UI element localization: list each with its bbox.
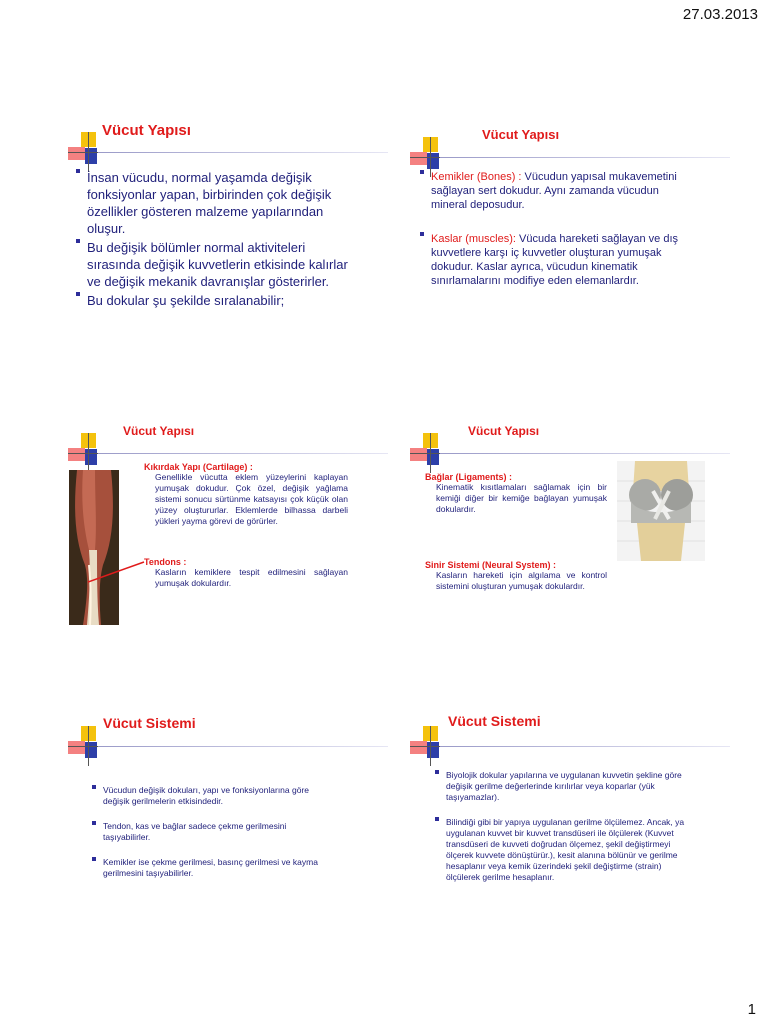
slide-4 (400, 415, 740, 665)
title-divider (440, 157, 730, 158)
list-item: Bu değişik bölümler normal aktiviteleri sırasında değişik kuvvetlerin etkisinde kalırlar ve değişik mekanik davranışlar gösterirler. (76, 239, 361, 290)
list-item (420, 232, 695, 288)
list-item: Tendon, kas ve bağlar sadece çekme gerilmesini taşıyabilirler. (92, 821, 332, 843)
tendon-pointer-line (88, 560, 148, 585)
bullet-list (420, 170, 695, 288)
slide-title: Vücut Sistemi (103, 715, 196, 731)
tendons-label: Tendons : (144, 557, 187, 567)
list-item: İnsan vücudu, normal yaşamda değişik fonksiyonlar yapan, birbirinden çok değişik özellikler gösteren malzeme yapılarından oluşur. (76, 169, 361, 237)
slide-title: Vücut Yapısı (102, 122, 191, 139)
list-item: Bilindiği gibi bir yapıya uygulanan gerilme ölçülemez. Ancak, ya uygulanan kuvvet bir kuvvet transdüseri ile ölçülerek (Kuvvet transdüseri de kuvveti doğrudan ölçemez, şekil değiştirmeyi ölçerek kuvvete dönüştürür.), kesit alanına bölünür ve gerilme hesaplanır veya kemik üzerindeki şekil değiştirme (strain) ölçülerek gerilme hesaplanır. (435, 817, 695, 883)
slide-3 (58, 415, 398, 665)
neural-section (425, 560, 607, 592)
slide-title: Vücut Yapısı (468, 424, 540, 438)
ligaments-text: Kinematik kısıtlamaları sağlamak için bir kemiği diğer bir kemiğe bağlayan yumuşak dokulardır. (436, 482, 607, 514)
tendons-text: Kasların kemiklere tespit edilmesini sağlayan yumuşak dokulardır. (155, 567, 348, 588)
leg-tendon-photo (69, 470, 119, 625)
slide-2 (400, 112, 740, 362)
title-divider (98, 746, 388, 747)
term-bones: Kemikler (Bones) : (431, 171, 522, 183)
definition-muscles: Vücuda hareketi sağlayan ve dış kuvvetlere karşı iç kuvvetler oluşturan yumuşak dokudur. Kaslar ayrıca, vücudun kinematik sınırlamalarını modifiye eden elemanlardır. (431, 233, 679, 287)
definition-bones: Vücudun yapısal mukavemetini sağlayan sert dokudur. Aynı zamanda vücudun mineral deposudur. (431, 171, 677, 211)
slide-title: Vücut Yapısı (482, 127, 560, 142)
list-item (420, 170, 695, 212)
title-divider (98, 152, 388, 153)
knee-ligament-image (617, 461, 705, 561)
title-divider (440, 453, 730, 454)
title-divider (440, 746, 730, 747)
list-item: Biyolojik dokular yapılarına ve uygulanan kuvvetin şekline göre değişik gerilme değerlerinde kırılırlar veya koparlar (yük taşıyamazlar). (435, 770, 695, 803)
cartilage-text: Genellikle vücutta eklem yüzeylerini kaplayan yumuşak dokudur. Çok özel, değişik yağlama sistemi sonucu sürtünme katsayısı çok küçük olan yüzey oluştururlar. Eklemlerde bilhassa darbeli yükleri yayma görevi de görürler. (155, 472, 348, 526)
list-item: Kemikler ise çekme gerilmesi, basınç gerilmesi ve kayma gerilmesini taşıyabilirler. (92, 857, 332, 879)
ligaments-label: Bağlar (Ligaments) : (425, 472, 513, 482)
slide-title: Vücut Yapısı (123, 424, 195, 438)
slide-1 (58, 112, 398, 362)
tendons-section (144, 557, 348, 589)
ligaments-section (425, 472, 607, 515)
slide-title: Vücut Sistemi (448, 713, 541, 729)
neural-text: Kasların hareketi için algılama ve kontrol sistemini oluşturan yumuşak dokulardır. (436, 570, 607, 591)
term-muscles: Kaslar (muscles): (431, 233, 516, 245)
print-date: 27.03.2013 (682, 6, 758, 23)
list-item: Bu dokular şu şekilde sıralanabilir; (76, 292, 361, 309)
cartilage-section (144, 462, 348, 527)
page-number: 1 (747, 1001, 756, 1018)
slide-6 (400, 708, 740, 958)
bullet-list (92, 785, 332, 879)
cartilage-label: Kıkırdak Yapı (Cartilage) : (144, 462, 253, 472)
neural-label: Sinir Sistemi (Neural System) : (425, 560, 557, 570)
list-item: Vücudun değişik dokuları, yapı ve fonksiyonlarına göre değişik gerilmelerin etkisindedir. (92, 785, 332, 807)
bullet-list (435, 770, 695, 883)
title-divider (98, 453, 388, 454)
slide-5 (58, 708, 398, 958)
bullet-list (76, 169, 361, 309)
